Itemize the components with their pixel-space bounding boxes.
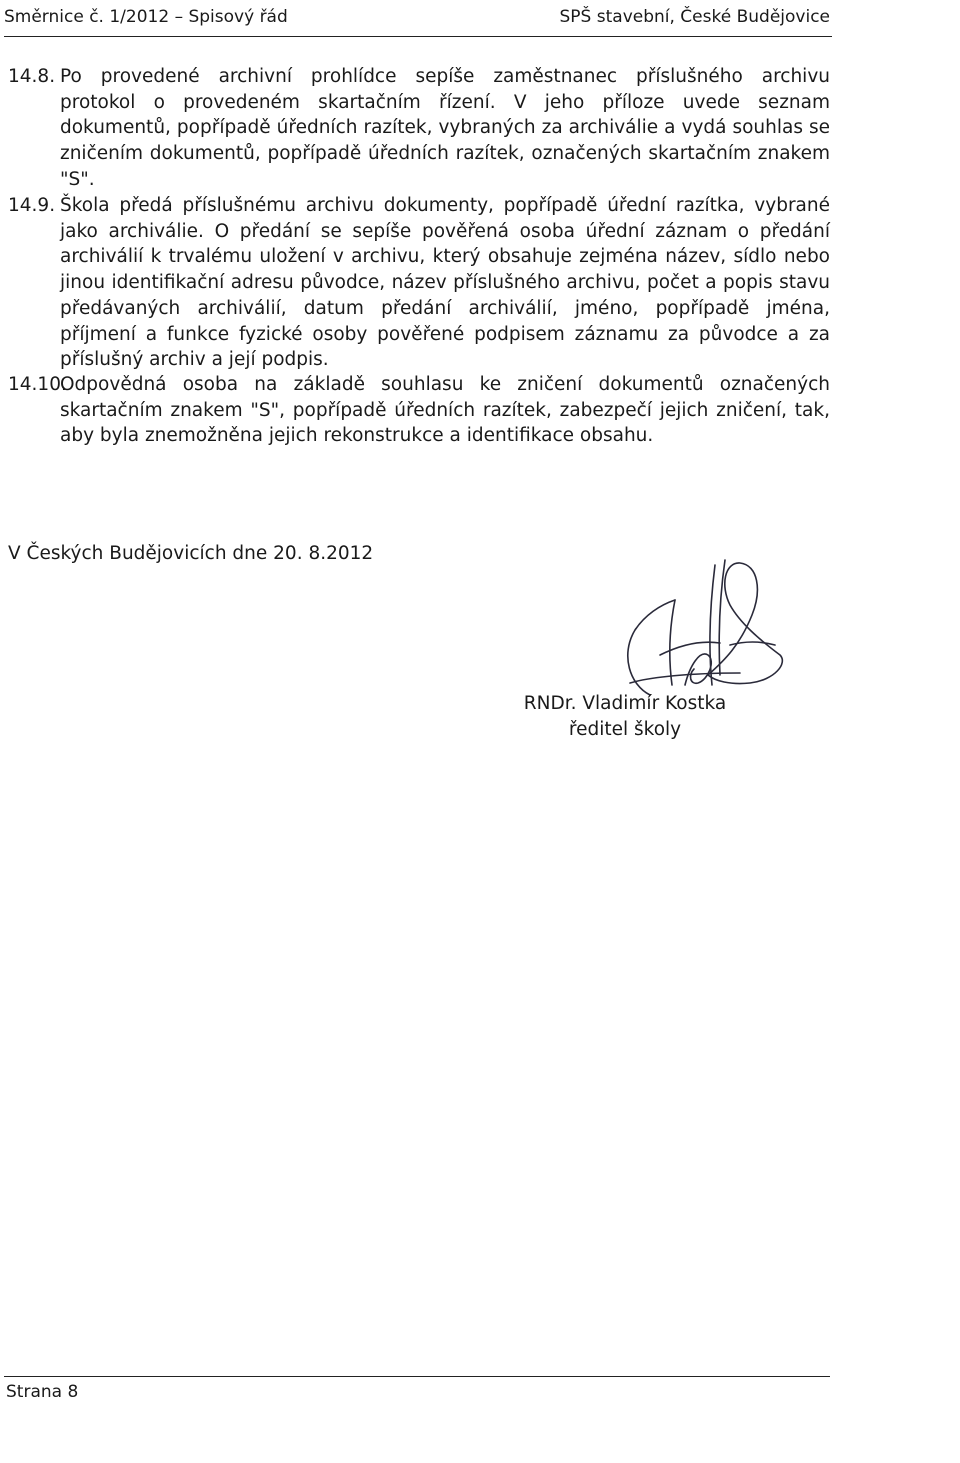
paragraph-text-start: Po provedené archivní prohlídce sepíše zaměstnanec příslušného archivu [60,66,830,87]
paragraph-number: 14.9. [8,195,56,216]
paragraph-text-start: Odpovědná osoba na základě souhlasu ke zničení dokumentů označených [60,374,830,395]
paragraph-first-line [8,64,830,90]
header-school-name: SPŠ stavební, České Budějovice [559,7,830,27]
signer-title: ředitel školy [568,718,682,740]
paragraph-number: 14.10. [8,374,67,395]
signer-name: RNDr. Vladimír Kostka [523,693,727,714]
paragraph-number: 14.8. [8,66,56,87]
page-header [4,4,832,37]
paragraph-text: jako archiválie. O předání se sepíše pověřená osoba úřední záznam o předání archiválií k trvalému uložení v archivu, který obsahuje zejména název, sídlo nebo jinou identifikační adresu původce, název příslušného archivu, počet a popis stavu předávaných archiválií, datum předání archiválií, jméno, popřípadě jména, příjmení a funkce fyzické osoby pověřené podpisem záznamu za původce a za příslušný archiv a její podpis. [60,220,830,371]
paragraph-14-10 [8,372,830,449]
header-document-title: Směrnice č. 1/2012 – Spisový řád [4,7,288,27]
handwritten-signature [590,545,800,705]
paragraph-first-line [8,372,830,398]
place-and-date: V Českých Budějovicích dne 20. 8.2012 [8,543,374,564]
paragraph-14-8 [8,64,830,193]
paragraph-14-9 [8,193,830,373]
paragraph-text: skartačním znakem "S", popřípadě úředních razítek, zabezpečí jejich zničení, tak, aby byla znemožněna jejich rekonstrukce a identifikace obsahu. [60,399,830,447]
paragraph-first-line [8,193,830,219]
signer-block [510,691,740,742]
page-number: Strana 8 [6,1382,79,1402]
paragraph-text: protokol o provedeném skartačním řízení. V jeho příloze uvede seznam dokumentů, popřípadě úředních razítek, vybraných za archiválie a vydá souhlas se zničením dokumentů, popřípadě úředních razítek, označených skartačním znakem "S". [60,91,830,190]
paragraph-text-start: Škola předá příslušnému archivu dokumenty, popřípadě úřední razítka, vybrané [60,195,830,216]
footer-divider [4,1376,830,1377]
